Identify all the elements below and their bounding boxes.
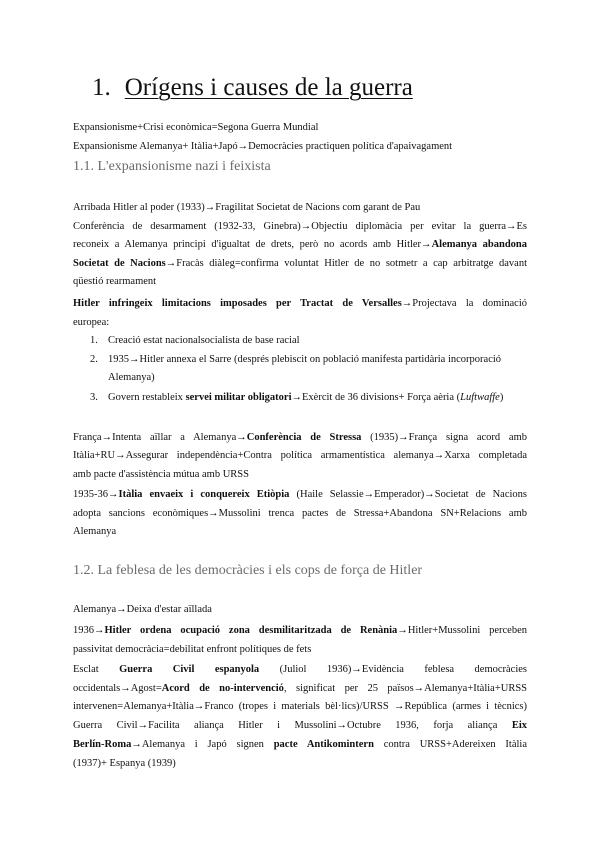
s2-line-8: Berlín-Roma→Alemanya i Japó signen pacte Antikomintern contra URSS+Adereixen Itàlia [73, 739, 527, 750]
s1-line-1: Arribada Hitler al poder (1933)→Fragilitat Societat de Nacions com garant de Pau [73, 202, 421, 213]
s2-line-6: intervenen=Alemanya+Itàlia→Franco (tropes i materials bèl·lics)/URSS →República (armes i tècnics) [73, 701, 527, 712]
s1-p2-line-1: França→Intenta aïllar a Alemanya→Conferència de Stressa (1935)→França signa acord amb [73, 432, 527, 443]
intro-line-2: Expansionisme Alemanya+ Itàlia+Japó→Democràcies practiquen política d'apaivagament [73, 141, 453, 152]
s1-p3-line-3: Alemanya [73, 526, 117, 537]
s2-line-9: (1937)+ Espanya (1939) [73, 758, 176, 769]
page-title [92, 74, 413, 102]
list-item-3: 3. Govern restableix servei militar obligatori→Exèrcit de 36 divisions+ Força aèria (Luftwaffe) [90, 392, 504, 403]
list-item-2-cont: Alemanya) [108, 372, 155, 383]
s2-line-1: Alemanya→Deixa d'estar aïllada [73, 604, 212, 615]
s1-line-2: Conferència de desarmament (1932-33, Ginebra)→Objectiu diplomàcia per evitar la guerra→Es [73, 221, 527, 232]
s1-p2-line-3: amb pacte d'assistència mútua amb URSS [73, 469, 249, 480]
s1-line-7: europea: [73, 317, 110, 328]
list-item-1: 1. Creació estat nacionalsocialista de base racial [90, 335, 300, 346]
s2-line-3: passivitat democràcia=debilitat enfront polítiques de fets [73, 644, 312, 655]
list-item-2: 2. 1935→Hitler annexa el Sarre (després plebiscit on població manifesta partidària incorporació [90, 354, 502, 365]
s1-line-6: Hitler infringeix limitacions imposades per Tractat de Versalles→Projectava la dominació [73, 298, 527, 309]
s2-line-4: Esclat Guerra Civil espanyola (Juliol 1936)→Evidència feblesa democràcies [73, 664, 528, 675]
s1-p2-line-2: Itàlia+RU→Assegurar independència+Contra política armamentística alemanya→Xarxa completada [73, 450, 527, 461]
s2-line-5: occidentals→Agost=Acord de no-intervenció, significat per 25 països→Alemanya+Itàlia+URSS [73, 683, 528, 694]
s1-p3-line-1: 1935-36→Itàlia envaeix i conquereix Etiòpia (Haile Selassie→Emperador)→Societat de Nacions [73, 489, 527, 500]
s2-line-7: Guerra Civil→Facilita aliança Hitler i Mussolini→Octubre 1936, forja aliança Eix [73, 720, 527, 731]
heading-number: 1. [92, 74, 111, 101]
s2-line-2: 1936→Hitler ordena ocupació zona desmilitaritzada de Renània→Hitler+Mussolini perceben [73, 625, 528, 636]
heading-title: Orígens i causes de la guerra [124, 74, 413, 101]
section-2-title: 1.2. La feblesa de les democràcies i els cops de força de Hitler [73, 563, 423, 578]
s1-line-3: reconeix a Alemanya principi d'igualtat de drets, però no acords amb Hitler→Alemanya abandona [73, 239, 527, 250]
section-1-title: 1.1. L'expansionisme nazi i feixista [73, 159, 271, 174]
s1-p3-line-2: adopta sancions econòmiques→Mussolini trenca pactes de Stressa+Abandona SN+Relacions amb [73, 508, 527, 519]
s1-line-4: Societat de Nacions→Fracàs diàleg=confirma voluntat Hitler de no sotmetr a cap arbitratge davant [73, 258, 527, 269]
intro-line-1: Expansionisme+Crisi econòmica=Segona Guerra Mundial [73, 122, 319, 133]
s1-line-5: qüestió rearmament [73, 276, 157, 287]
